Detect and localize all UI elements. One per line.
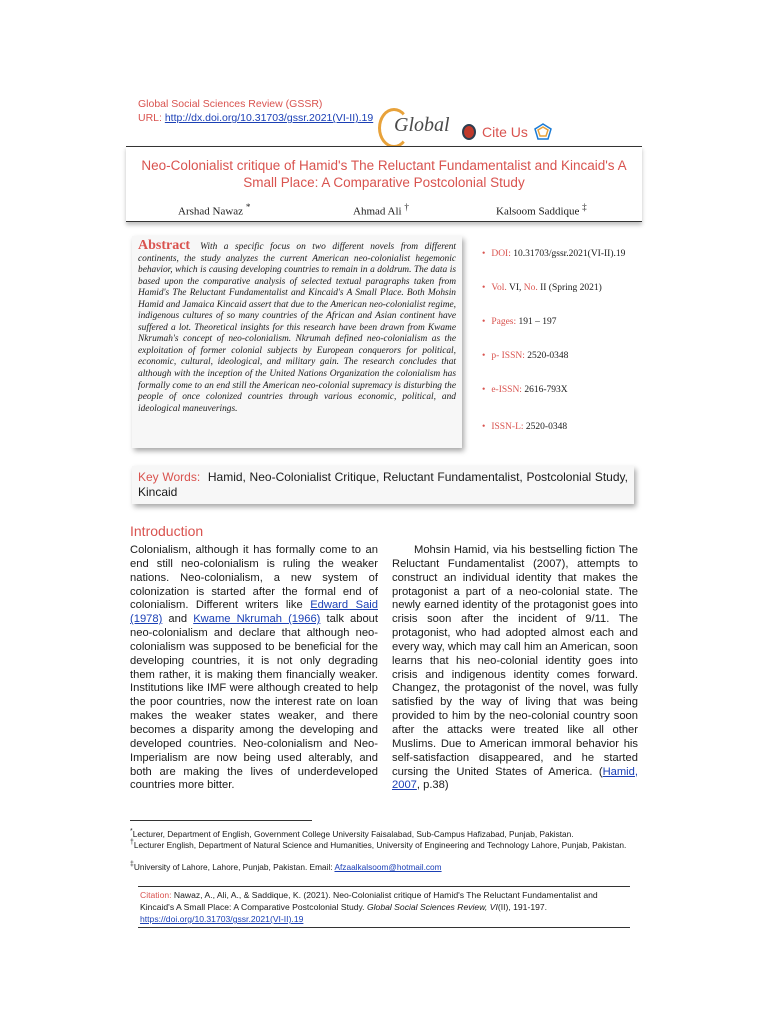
keywords-box: [132, 466, 634, 504]
kwame-nkrumah-link[interactable]: Kwame Nkrumah (1966): [193, 613, 321, 626]
meta-issnl: • ISSN-L: 2520-0348: [482, 422, 568, 432]
abstract-body: With a specific focus on two different novels from different continents, the study analyzes the current American neo-colonialist hegemonic behavior, which is causing developing countries to remain in a doldrum. The data is based upon the comparative analysis of selected textual paragraphs taken from Hamid's The Reluctant Fundamentalist and Kincaid's A Small Place. Both Mohsin Hamid and Jamaica Kincaid assert that due to the American neo-colonialist regime, indigenous cultures of so many countries of the African and Asian continent have suffered a lot. Theoretical insights for this research have been drawn from Kwame Nkrumah's concept of neo-colonialism. Nkrumah defined neo-colonialism as the exploitation of former colonial subjects by European conquerors for political, economic, cultural, ideological, and military gain. The research concludes that although with the inception of the United Nations Organization the colonialism has formally come to an end still the American neo-colonial supremacy is disturbing the people of once colonized countries through various economic, political, and ideological maneuverings.: [138, 242, 456, 414]
journal-url-line: [138, 112, 373, 124]
introduction-heading: Introduction: [130, 523, 204, 539]
mendeley-icon[interactable]: [534, 123, 552, 141]
citation-block: Citation: Nawaz, A., Ali, A., & Saddique, K. (2021). Neo-Colonialist critique of Hamid's The Reluctant Fundamentalist and Kincaid's A Small Place: A Comparative Postcolonial Study. Global Social Sciences Review, VI(II), 191-197. https://doi.org/10.31703/gssr.2021(VI-II).19: [140, 890, 598, 924]
meta-volume: • Vol. VI, No. II (Spring 2021): [482, 283, 602, 293]
meta-pages: • Pages: 191 – 197: [482, 317, 557, 327]
footnote-3: ‡University of Lahore, Lahore, Punjab, Pakistan. Email: Afzaalkalsoom@hotmail.com: [130, 861, 442, 872]
crossref-icon[interactable]: [462, 124, 476, 140]
journal-name: Global Social Sciences Review (GSSR): [138, 98, 323, 110]
logo-text: Global: [394, 114, 450, 136]
journal-url-link[interactable]: http://dx.doi.org/10.31703/gssr.2021(VI-II).19: [164, 112, 374, 124]
author-3: Kalsoom Saddique ‡: [496, 202, 587, 218]
intro-column-2: Mohsin Hamid, via his bestselling fiction The Reluctant Fundamentalist (2007), attempts to construct an individual identity that makes the protagonist a part of a neo-colonial state. The newly earned identity of the protagonist goes into crisis soon after the incident of 9/11. The protagonist, who had adopted almost each and every way, which may call him an American, soon learns that his neo-colonial identity goes into crisis and indigenous identity comes forward. Changez, the protagonist of the novel, was fully satisfied by the way of living that was being provided to him by the neo-colonial country soon after the attacks were treated like all other Muslims. Due to American immoral behavior his self-satisfaction disappeared, and he started cursing the United States of America. (Hamid, 2007, p.38): [392, 544, 638, 792]
global-logo: [378, 106, 450, 146]
keywords-text: [138, 470, 628, 500]
meta-eissn: • e-ISSN: 2616-793X: [482, 385, 568, 395]
footnote-divider: [130, 820, 312, 821]
citation-bottom-rule: [138, 927, 630, 928]
abstract-text: [138, 238, 456, 415]
meta-doi: • DOI: 10.31703/gssr.2021(VI-II).19: [482, 249, 626, 259]
cite-us-bar: [462, 122, 552, 142]
url-label: URL:: [138, 112, 165, 124]
citation-doi-link[interactable]: https://doi.org/10.31703/gssr.2021(VI-II).19: [140, 914, 304, 924]
citation-label: Citation:: [140, 890, 172, 900]
abstract-box: [132, 236, 462, 448]
cite-us-button[interactable]: Cite Us: [482, 124, 528, 140]
author-2: Ahmad Ali †: [353, 202, 409, 218]
hamid-2007-link[interactable]: Hamid, 2007: [392, 765, 638, 792]
email-link[interactable]: Afzaalkalsoom@hotmail.com: [334, 861, 442, 872]
footnote-2: †Lecturer English, Department of Natural Science and Humanities, University of Engineering and Technology Lahore, Punjab, Pakistan.: [130, 839, 627, 850]
meta-pissn: • p- ISSN: 2520-0348: [482, 351, 569, 361]
keywords-list: Hamid, Neo-Colonialist Critique, Reluctant Fundamentalist, Postcolonial Study, Kincaid: [138, 470, 628, 499]
author-1: Arshad Nawaz *: [178, 202, 251, 218]
paper-title: Neo-Colonialist critique of Hamid's The Reluctant Fundamentalist and Kincaid's A Small Place: A Comparative Postcolonial Study: [141, 158, 627, 190]
intro-column-1: Colonialism, although it has formally come to an end still neo-colonialism is ruling the weaker nations. Neo-colonialism, a new system of colonization is started after the formal end of colonialism. Different writers like Edward Said (1978) and Kwame Nkrumah (1966) talk about neo-colonialism and declare that although neo-colonialism was supposed to be beneficial for the developing countries, it is not only degrading them rather, it is making them financially weaker. Institutions like IMF were although created to help the poor countries, now the interest rate on loan makes the weaker states weaker, and there becomes a disparity among the developing and developed countries. Neo-colonialism and Neo-Imperialism are now being used alterably, and both are making the lives of underdeveloped countries more bitter.: [130, 544, 379, 792]
keywords-label: Key Words:: [138, 470, 201, 484]
edward-said-link[interactable]: Edward Said (1978): [130, 599, 378, 626]
abstract-label: Abstract: [138, 238, 191, 253]
citation-top-rule: [138, 886, 630, 887]
footnote-1: *Lecturer, Department of English, Government College University Faisalabad, Sub-Campus Hafizabad, Punjab, Pakistan.: [130, 828, 574, 839]
